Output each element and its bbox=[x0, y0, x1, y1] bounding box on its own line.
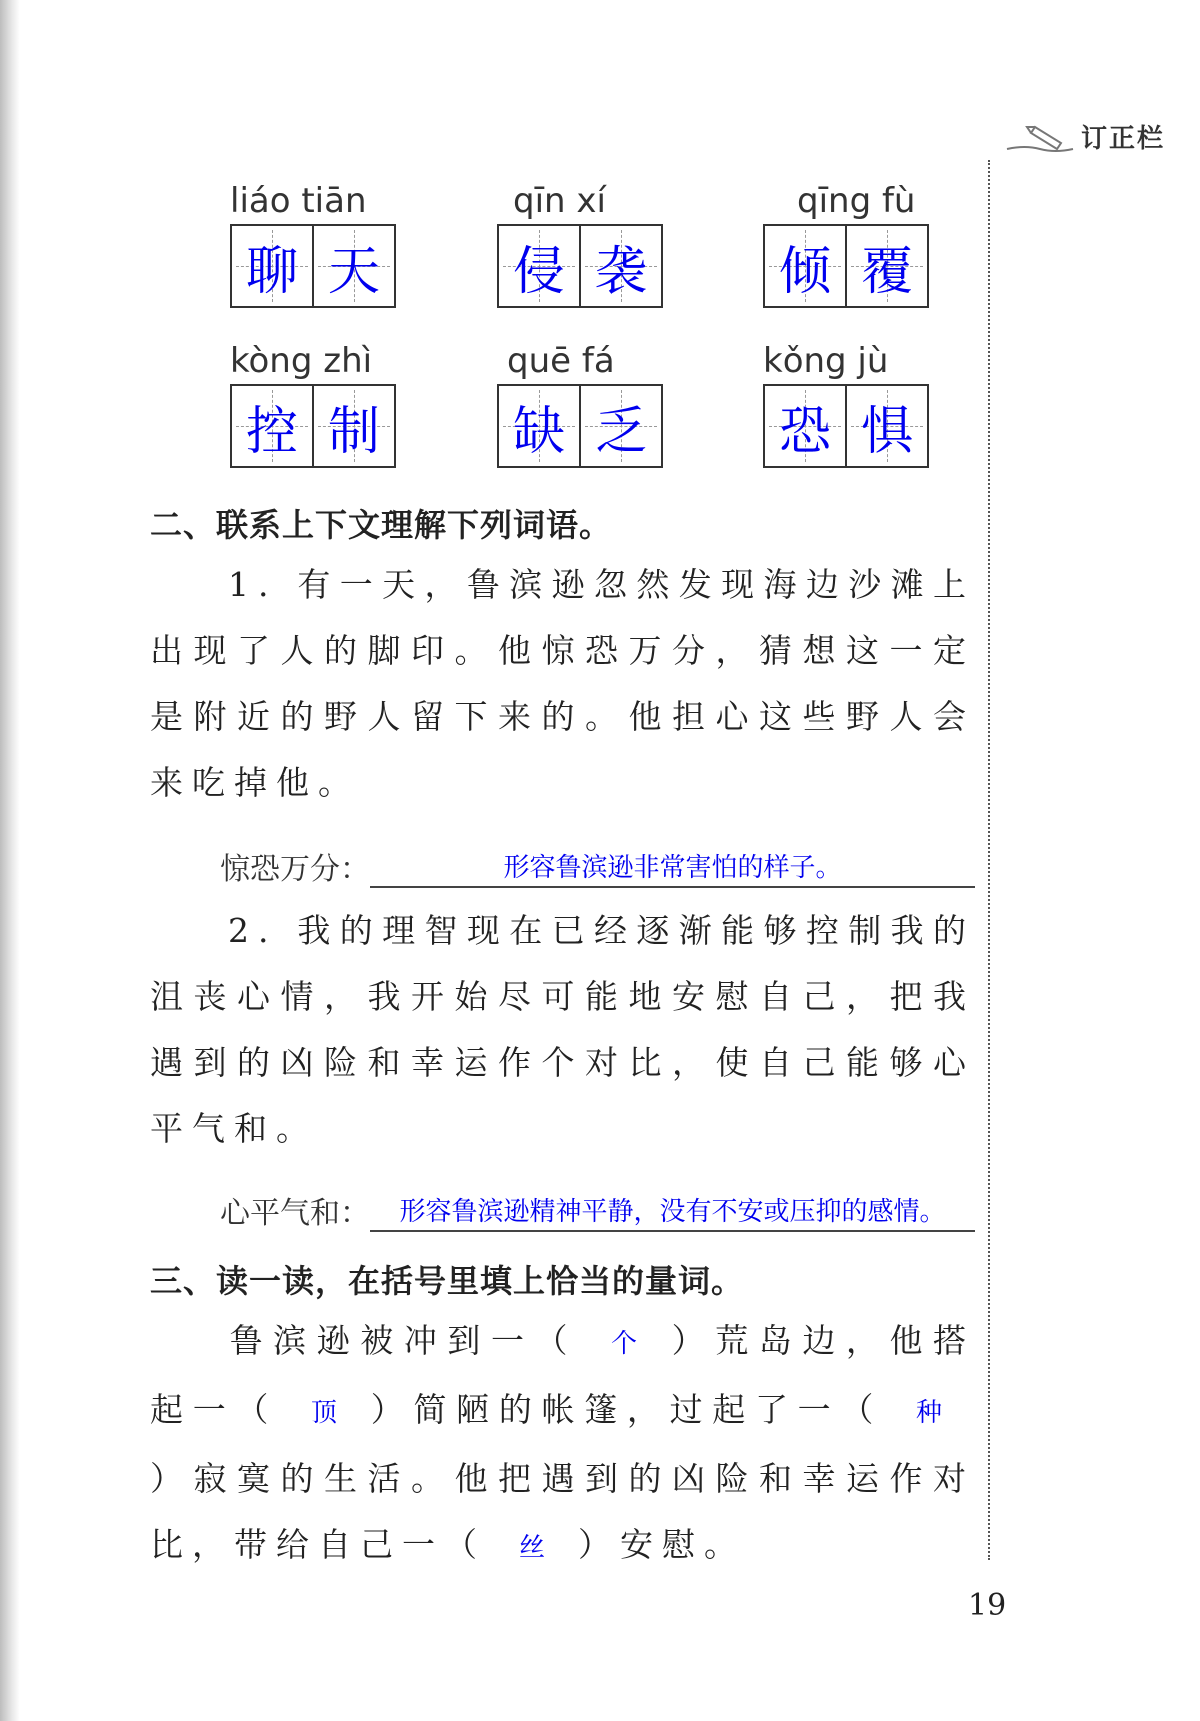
answer-line: 形容鲁滨逊精神平静，没有不安或压抑的感情。 bbox=[370, 1188, 975, 1232]
passage-3: 鲁滨逊被冲到一（ 个 ）荒岛边，他搭起一（ 顶 ）简陋的帐篷，过起了一（ 种）寂寞的生活。他把遇到的凶险和幸运作对比，带给自己一（ 丝 ）安慰。 bbox=[150, 1308, 975, 1581]
tianzige-boxes bbox=[230, 384, 396, 468]
fill-blank: 种 bbox=[915, 1398, 942, 1428]
char-cell: 制 bbox=[312, 386, 394, 466]
vocab-item bbox=[763, 338, 933, 468]
char-cell: 惧 bbox=[845, 386, 927, 466]
fill-blank: 顶 bbox=[311, 1398, 338, 1428]
char-cell: 聊 bbox=[232, 226, 312, 306]
char-cell: 覆 bbox=[845, 226, 927, 306]
pinyin: qīng fù bbox=[797, 181, 916, 221]
vocab-item bbox=[230, 338, 400, 468]
char-cell: 控 bbox=[232, 386, 312, 466]
char-cell: 恐 bbox=[765, 386, 845, 466]
term-label: 心平气和： bbox=[220, 1196, 370, 1231]
pinyin: quē fá bbox=[507, 341, 615, 381]
char-cell: 侵 bbox=[499, 226, 579, 306]
correction-column-header bbox=[1005, 118, 1165, 155]
vocab-item bbox=[763, 178, 933, 308]
tianzige-boxes bbox=[497, 384, 663, 468]
answer-line: 形容鲁滨逊非常害怕的样子。 bbox=[370, 844, 975, 888]
pinyin: kòng zhì bbox=[230, 341, 373, 381]
fill-blank: 丝 bbox=[518, 1533, 545, 1563]
char-cell: 乏 bbox=[579, 386, 661, 466]
book-spine-shadow bbox=[0, 0, 20, 1721]
pinyin: liáo tiān bbox=[230, 181, 367, 221]
passage-2: 2. 我的理智现在已经逐渐能够控制我的沮丧心情，我开始尽可能地安慰自己，把我遇到的凶险和幸运作个对比，使自己能够心平气和。 bbox=[150, 911, 975, 1148]
tianzige-boxes bbox=[763, 384, 929, 468]
char-cell: 缺 bbox=[499, 386, 579, 466]
pinyin: kǒng jù bbox=[763, 341, 889, 381]
page-number: 19 bbox=[968, 1588, 1007, 1623]
pen-icon bbox=[1005, 119, 1075, 155]
vocab-item bbox=[497, 178, 667, 308]
vocab-item bbox=[230, 178, 400, 308]
section3-heading: 三、读一读，在括号里填上恰当的量词。 bbox=[150, 1262, 745, 1300]
passage-1: 1. 有一天，鲁滨逊忽然发现海边沙滩上出现了人的脚印。他惊恐万分，猜想这一定是附近的野人留下来的。他担心这些野人会来吃掉他。 bbox=[150, 565, 975, 802]
answer-row-2 bbox=[220, 1186, 975, 1232]
tianzige-boxes bbox=[497, 224, 663, 308]
vocab-item bbox=[497, 338, 667, 468]
char-cell: 天 bbox=[312, 226, 394, 306]
char-cell: 袭 bbox=[579, 226, 661, 306]
fill-blank: 个 bbox=[611, 1329, 638, 1359]
term-label: 惊恐万分： bbox=[220, 852, 370, 887]
tianzige-boxes bbox=[763, 224, 929, 308]
char-cell: 倾 bbox=[765, 226, 845, 306]
correction-margin-line bbox=[988, 160, 990, 1560]
answer-row-1 bbox=[220, 842, 975, 888]
tianzige-boxes bbox=[230, 224, 396, 308]
pinyin: qīn xí bbox=[513, 181, 606, 221]
section2-heading: 二、联系上下文理解下列词语。 bbox=[150, 506, 613, 544]
correction-label: 订正栏 bbox=[1081, 124, 1166, 154]
